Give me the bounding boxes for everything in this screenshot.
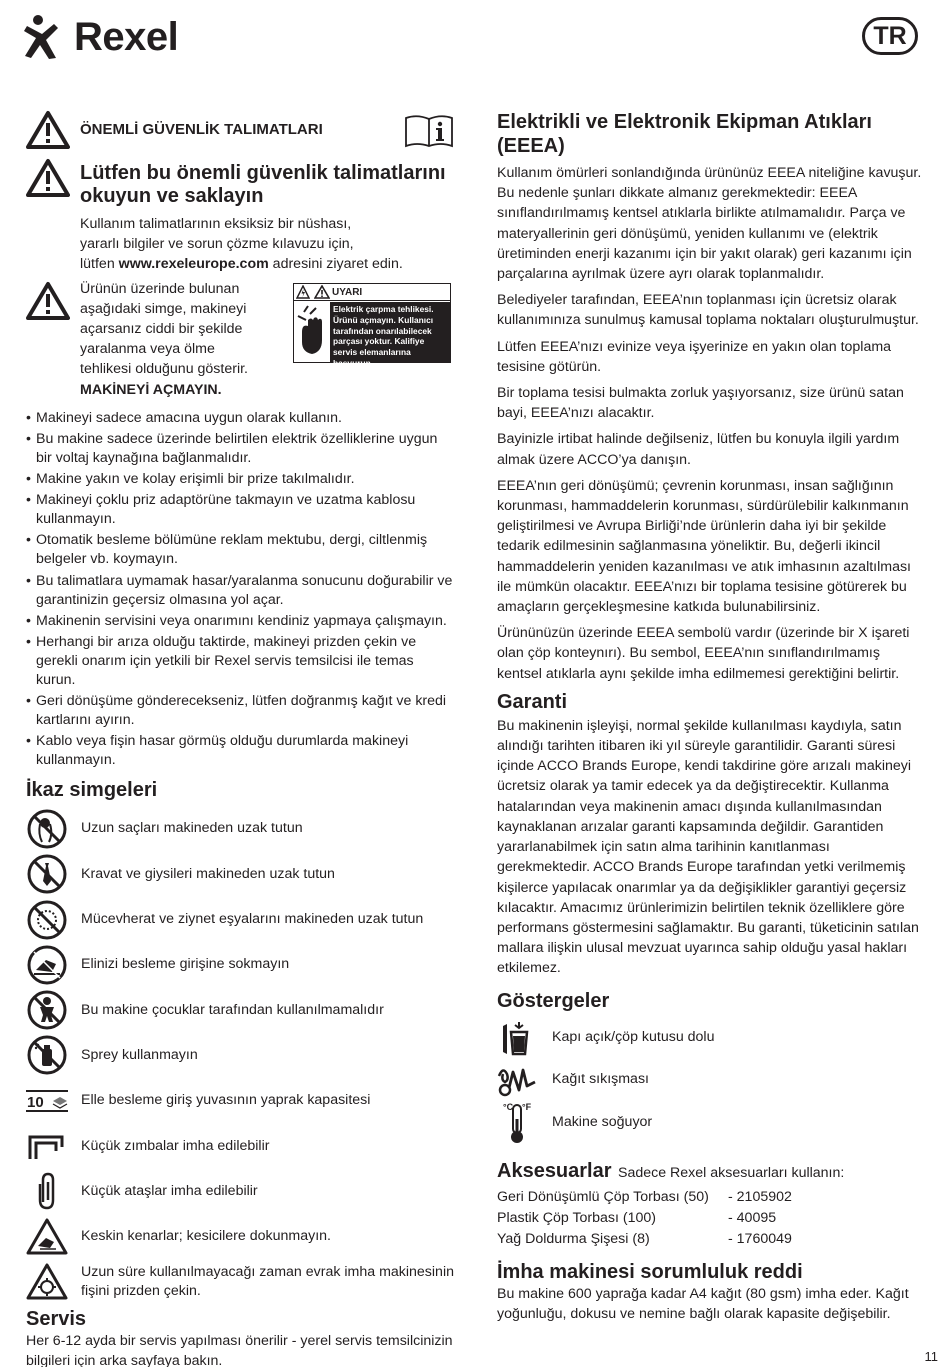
list-item: Küçük zımbalar imha edilebilir: [26, 1123, 454, 1168]
list-item: • Makine yakın ve kolay erişimli bir prize takılmalıdır.: [26, 470, 454, 489]
list-item: Küçük ataşlar imha edilebilir: [26, 1169, 454, 1214]
page-number: 11: [924, 1349, 938, 1364]
door-open-bin-full-icon: [497, 1018, 537, 1058]
list-item: • Makinenin servisini veya onarımını kendiniz yapmaya çalışmayın.: [26, 612, 454, 631]
website-link[interactable]: www.rexeleurope.com: [118, 256, 269, 273]
list-item: • Makineyi çoklu priz adaptörüne takmayın ve uzatma kablosu kullanmayın.: [26, 491, 454, 529]
list-item: • Makineyi sadece amacına uygun olarak kullanın.: [26, 409, 454, 428]
brand-name: Rexel: [74, 15, 179, 59]
symbol-warning-text: Ürünün üzerinde bulunan aşağıdaki simge, makineyi açarsanız ciddi bir şekilde yaralanma veya ölme tehlikesi olduğunu gösterir. MAKİNEYİ AÇMAYIN.: [80, 279, 248, 400]
warning-label-heading: UYARI: [332, 286, 363, 298]
rexel-figure-icon: [24, 12, 74, 62]
indicators-title: Göstergeler: [497, 989, 610, 1012]
language-badge: TR: [862, 17, 918, 55]
list-item: Kravat ve giysileri makineden uzak tutun: [26, 852, 454, 897]
warranty-title: Garanti: [497, 690, 568, 713]
safety-bullets: [26, 409, 454, 771]
list-item: Kapı açık/çöp kutusu dolu: [497, 1017, 925, 1059]
no-children-icon: [26, 989, 68, 1031]
list-item: • Herhangi bir arıza olduğu taktirde, makineyi prizden çekin ve gerekli onarım için yetkili bir Rexel servis temsilcisi ile temas kurun.: [26, 633, 454, 690]
symbols-title: İkaz simgeleri: [26, 779, 158, 802]
list-item: • Otomatik besleme bölümüne reklam mektubu, dergi, ciltlenmiş belgeler vb. koymayın.: [26, 531, 454, 569]
list-item: Yağ Doldurma Şişesi (8) - 1760049: [497, 1230, 792, 1247]
list-item: Elinizi besleme girişine sokmayın: [26, 942, 454, 987]
safety-title-row: [26, 110, 454, 154]
warranty-text: Bu makinenin işleyişi, normal şekilde kullanılması kaydıyla, satın alındığı tarihten itibaren iki yıl süreyle garantilidir. Garanti süresi içinde ACCO Brands Europe, kendi takdirine göre arızalı makineyi ücretsiz olarak ya tamir edecek ya da değiştirecektir. Kullanma hatalarından veya makinenin amacı dışında kullanılmasından kaynaklanan arızalar garanti kapsamında değildir. Garantiden yararlanabilmek için satın alma tarihinin kanıtlanması gerekmektedir. ACCO Brands Europe tarafından yetki verilmemiş kişilerce yapılacak onarımlar ya da değişiklikler garantiyi geçersiz kılacaktır. Amacımız ürünlerimizin belirtilen teknik özelliklere göre performans göstermesini sağlamaktır. Bu garanti, tüketicinin satılan mallara ilişkin ulusal mevzuat uyarınca sahip olduğu yasal hakları etkilemez.: [497, 717, 919, 977]
service-title: Servis: [26, 1307, 87, 1330]
paperclip-icon: [26, 1170, 68, 1212]
rexel-logo: [24, 12, 224, 62]
list-item: Bu makine çocuklar tarafından kullanılmamalıdır: [26, 987, 454, 1032]
no-tie-icon: [26, 853, 68, 895]
list-item: • Geri dönüşüme gönderecekseniz, lütfen doğranmış kağıt ve kredi kartlarını ayırın.: [26, 692, 454, 730]
list-item: • Bu talimatlara uymamak hasar/yaralanma sonucunu doğurabilir ve garantinizin geçersiz olmasına yol açar.: [26, 572, 454, 610]
list-item: Uzun süre kullanılmayacağı zaman evrak imha makinesinin fişini prizden çekin.: [26, 1259, 454, 1304]
warning-label-text: Elektrik çarpma tehlikesi. Ürünü açmayın. Kullanıcı tarafından onarılabilecek parçası yoktur. Kalifiye servis elemanlarına başvurun.: [330, 302, 450, 362]
warning-triangle-icon: [26, 110, 70, 150]
lightning-icon: [296, 285, 310, 299]
weee-body: Kullanım ömürleri sonlandığında ürününüz EEEA niteliğine kavuşur. Bu nedenle şunları dikkate almanız gerekmektedir: EEEA sınıflandırılmamış kentsel atıklarla birlikte atılmamalıdır. Parça ve materyallerinin geri dönüşümü, yeniden kullanımı ve (elektrik üretiminden enerji kazanımı için bir yakıt olarak) geri kazanımı için parçalarına ayrılmak üzere ayrı olarak toplanmalıdır. Belediyeler tarafından, EEEA’nın toplanması için ücretsiz olarak kullanımınıza sunulmuş kamusal toplama noktaları oluşturulmuştur. Lütfen EEEA’nızı evinize veya işyerinize en yakın olan toplama tesisine götürün. Bir toplama tesisi bulmakta zorluk yaşıyorsanız, size ürünü satan bayi, EEEA’nızı alacaktır. Bayinizle irtibat halinde değilseniz, lütfen bu konuyla ilgili yardım almak üzere ACCO’ya danışın. EEEA’nın geri dönüşümü; çevrenin korunması, insan sağlığının korunması, hammaddelerin korunması, sürdürülebilir kalkınmanın geliştirilmesi ve Avrupa Birliği’nde ürünlerin daha iyi bir şekilde tedarik edilmesinin sağlanmasına yöneliktir. Bu, değerli ikincil hammaddelerin yeniden kazanılması ve atık imhasının azaltılması ile mümkün olacaktır. EEEA’nızı bir toplama tesisine götürerek bu amaçların gerçekleşmesine katkıda bulunabilirsiniz. Ürününüzün üzerinde EEEA sembolü vardır (üzerinde bir X işareti olan çöp konteynırı). Bu sembol, EEEA’nın sınıflandırılmamış kentsel atıklarla aynı şekilde imha edilmemesi gerektiğini belirtir.: [497, 165, 922, 682]
cooling-thermometer-icon: [497, 1101, 537, 1145]
service-text: Her 6-12 ayda bir servis yapılması önerilir - yerel servis temsilcinizin bilgileri için arka sayfaya bakın.: [26, 1332, 453, 1367]
no-long-hair-icon: [26, 808, 68, 850]
safety-title: ÖNEMLİ GÜVENLİK TALIMATLARI: [80, 121, 323, 138]
safety-subtitle-row: [26, 158, 454, 208]
indicator-list: [497, 1017, 925, 1145]
small-warning-triangle-icon: [314, 285, 330, 299]
list-item: 10 Elle besleme giriş yuvasının yaprak kapasitesi: [26, 1078, 454, 1123]
accessories-subtitle: Sadece Rexel aksesuarları kullanın:: [617, 1164, 845, 1181]
svg-text:°C: °C: [503, 1101, 514, 1112]
list-item: Kağıt sıkışması: [497, 1059, 925, 1101]
svg-text:°F: °F: [522, 1101, 532, 1112]
accessories-title: Aksesuarlar: [497, 1159, 612, 1182]
accessories-heading: [497, 1159, 925, 1183]
staple-icon: [26, 1125, 68, 1167]
list-item: Sprey kullanmayın: [26, 1033, 454, 1078]
list-item: • Kablo veya fişin hasar görmüş olduğu durumlarda makineyi kullanmayın.: [26, 732, 454, 770]
safety-subtitle: Lütfen bu önemli güvenlik talimatlarını okuyun ve saklayın: [80, 162, 446, 207]
electric-shock-hand-icon: [294, 302, 330, 362]
symbol-list: [26, 806, 454, 1304]
disclaimer-text: Bu makine 600 yaprağa kadar A4 kağıt (80 gsm) imha eder. Kağıt yoğunluğu, dokusu ve nemine bağlı olarak kapasite değişebilir.: [497, 1285, 909, 1322]
list-item: Geri Dönüşümlü Çöp Torbası (50) - 2105902: [497, 1188, 792, 1205]
list-item: Plastik Çöp Torbası (100) - 40095: [497, 1209, 777, 1226]
sheet-capacity-icon: [26, 1080, 68, 1122]
no-hands-icon: [26, 944, 68, 986]
no-spray-icon: [26, 1034, 68, 1076]
warning-triangle-icon: [26, 158, 70, 198]
do-not-open-text: MAKİNEYİ AÇMAYIN.: [80, 381, 222, 398]
right-column: [497, 110, 925, 1324]
sheet-capacity-number: 10: [27, 1093, 44, 1111]
unplug-icon: [26, 1261, 68, 1303]
accessories-list: [497, 1187, 925, 1250]
no-jewellery-icon: [26, 899, 68, 941]
sharp-edges-icon: [26, 1216, 68, 1258]
list-item: °C °F Makine soğuyor: [497, 1101, 925, 1145]
safety-intro: Kullanım talimatlarının eksiksiz bir nüshası, yararlı bilgiler ve sorun çözme kılavuzu için, lütfen www.rexeleurope.com adresini ziyaret edin.: [80, 216, 403, 273]
paper-jam-icon: [497, 1060, 537, 1100]
list-item: Keskin kenarlar; kesicilere dokunmayın.: [26, 1214, 454, 1259]
electric-warning-label: [293, 283, 451, 368]
disclaimer-title: İmha makinesi sorumluluk reddi: [497, 1260, 803, 1283]
warning-triangle-icon: [26, 281, 70, 321]
left-column: [26, 110, 454, 1367]
weee-title: Elektrikli ve Elektronik Ekipman Atıkları (EEEA): [497, 111, 872, 157]
list-item: • Bu makine sadece üzerinde belirtilen elektrik özelliklerine uygun bir voltaj kaynağına bağlanmalıdır.: [26, 430, 454, 468]
read-manual-icon: [404, 114, 454, 148]
list-item: Uzun saçları makineden uzak tutun: [26, 806, 454, 851]
list-item: Mücevherat ve ziynet eşyalarını makineden uzak tutun: [26, 897, 454, 942]
